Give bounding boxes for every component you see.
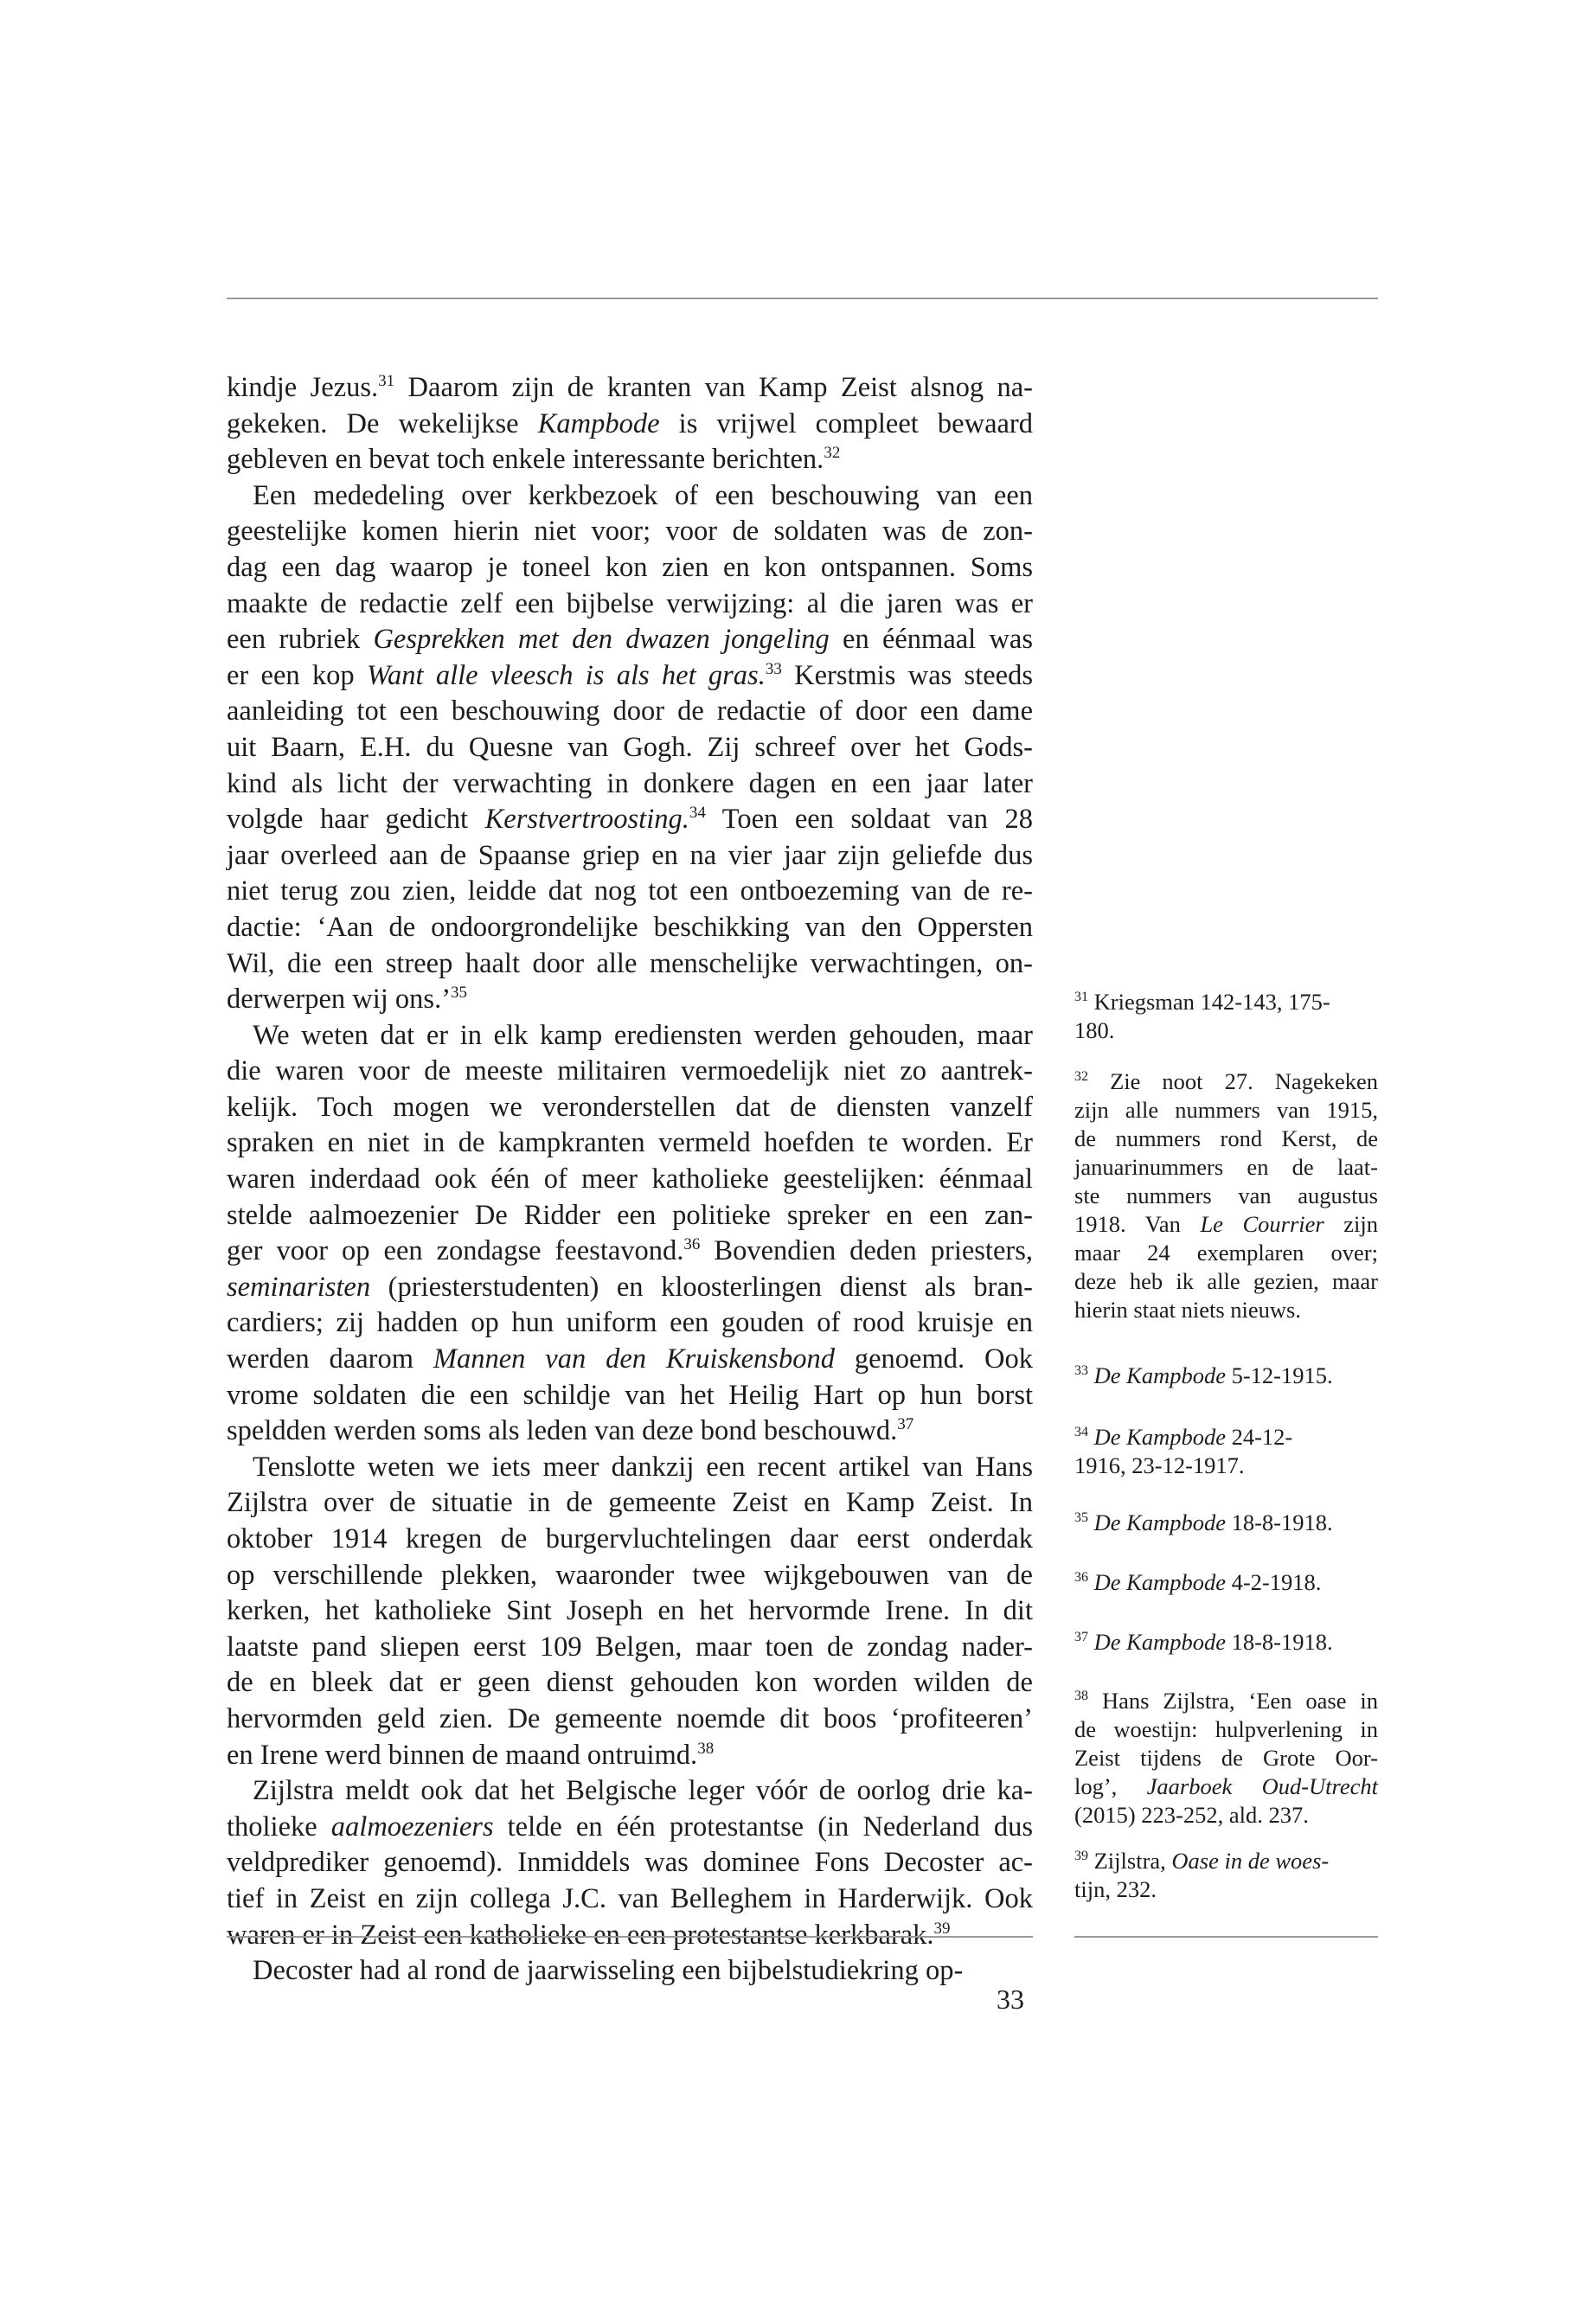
italic-text: Kerstvertroosting. bbox=[484, 804, 689, 836]
text-run: volgde haar gedicht bbox=[227, 804, 485, 836]
text-run: kind als licht der verwachting in donkere dagen en een jaar later bbox=[227, 767, 1033, 799]
footnote-number: 39 bbox=[1074, 1849, 1088, 1863]
text-run: geestelijke komen hierin niet voor; voor de soldaten was de zon- bbox=[227, 516, 1033, 548]
footer-rule-notes bbox=[1074, 1936, 1378, 1938]
italic-text: aalmoezeniers bbox=[330, 1811, 494, 1843]
text-run: kelijk. Toch mogen we veronderstellen dat de diensten vanzelf bbox=[227, 1091, 1033, 1123]
footnote-ref: 36 bbox=[683, 1235, 701, 1254]
text-line bbox=[227, 730, 1033, 766]
text-line bbox=[227, 1413, 1033, 1450]
footnote-line bbox=[1074, 1687, 1378, 1715]
text-run: uit Baarn, E.H. du Quesne van Gogh. Zij schreef over het Gods- bbox=[227, 731, 1033, 763]
text-run: Toen een soldaat van 28 bbox=[705, 804, 1033, 836]
text-run: (priesterstudenten) en kloosterlingen dienst als bran- bbox=[370, 1271, 1033, 1303]
footnote-line bbox=[1074, 1296, 1378, 1324]
text-run: kindje Jezus. bbox=[227, 372, 379, 403]
footnote-ref: 37 bbox=[897, 1415, 914, 1434]
footnote-ref: 38 bbox=[697, 1739, 715, 1758]
text-line bbox=[227, 1522, 1033, 1558]
footnote-line bbox=[1074, 988, 1378, 1016]
footnote-line bbox=[1074, 1744, 1378, 1772]
italic-text: De Kampbode bbox=[1093, 1424, 1226, 1450]
footnote-ref: 31 bbox=[378, 372, 395, 390]
footnote-number: 36 bbox=[1074, 1570, 1088, 1585]
text-run: Wil, die een streep haalt door alle menschelijke verwachtingen, on- bbox=[227, 947, 1033, 979]
footnote-line bbox=[1074, 1452, 1378, 1480]
italic-text: Kampbode bbox=[537, 407, 660, 439]
text-line bbox=[227, 1738, 1033, 1774]
text-run: en Irene werd binnen de maand ontruimd. bbox=[227, 1739, 698, 1771]
text-run: cardiers; zij hadden op hun uniform een gouden of rood kruisje en bbox=[227, 1307, 1033, 1339]
text-run: (2015) 223-252, ald. 237. bbox=[1074, 1802, 1309, 1828]
paragraph bbox=[227, 478, 1033, 1018]
text-run: stelde aalmoezenier De Ridder een politieke spreker en een zan- bbox=[227, 1199, 1033, 1231]
footnote-line bbox=[1074, 1067, 1378, 1096]
footnote-line bbox=[1074, 1182, 1378, 1210]
footnote-number: 31 bbox=[1074, 990, 1088, 1004]
text-line bbox=[227, 1630, 1033, 1666]
text-run: 18-8-1918. bbox=[1225, 1629, 1333, 1655]
italic-text: De Kampbode bbox=[1093, 1509, 1226, 1535]
text-line bbox=[227, 1090, 1033, 1126]
text-line bbox=[227, 766, 1033, 803]
text-run: tijn bbox=[1074, 1876, 1106, 1902]
footnote-number: 33 bbox=[1074, 1363, 1088, 1378]
italic-text: seminaristen bbox=[227, 1271, 371, 1303]
text-line bbox=[227, 1162, 1033, 1198]
text-run: niet terug zou zien, leidde dat nog tot een ontboezeming van de re- bbox=[227, 875, 1033, 907]
text-run: die waren voor de meeste militairen vermoedelijk niet zo aantrek- bbox=[227, 1055, 1033, 1087]
text-line bbox=[227, 1845, 1033, 1881]
main-text-column bbox=[227, 370, 1033, 1990]
text-run: maar 24 exemplaren over; bbox=[1074, 1240, 1378, 1266]
footnote-line bbox=[1074, 1568, 1378, 1597]
text-run: waren inderdaad ook één of meer katholieke geestelijken: éénmaal bbox=[227, 1163, 1033, 1195]
footnote-number: 34 bbox=[1074, 1425, 1088, 1439]
text-line bbox=[227, 1593, 1033, 1630]
text-line bbox=[227, 1881, 1033, 1918]
text-run: Zie noot 27. Nagekeken bbox=[1110, 1068, 1378, 1094]
text-line bbox=[227, 1450, 1033, 1486]
text-run: 24-12- bbox=[1225, 1424, 1293, 1450]
text-run: Zijlstra, bbox=[1093, 1848, 1172, 1874]
footnote-line bbox=[1074, 1239, 1378, 1267]
text-line bbox=[227, 802, 1033, 838]
footnote-line bbox=[1074, 1628, 1378, 1657]
footnote-ref: 32 bbox=[824, 444, 841, 463]
text-run: We weten dat er in elk kamp erediensten werden gehouden, maar bbox=[253, 1019, 1033, 1051]
text-line bbox=[227, 874, 1033, 910]
footnote-line bbox=[1074, 1875, 1378, 1904]
footnote-line bbox=[1074, 1772, 1378, 1801]
footnote-line bbox=[1074, 1847, 1378, 1875]
footnote-line bbox=[1074, 1096, 1378, 1125]
text-run: gekeken. De wekelijkse bbox=[227, 407, 538, 439]
text-line bbox=[227, 1378, 1033, 1414]
text-run: gebleven en bevat toch enkele interessante berichten. bbox=[227, 444, 824, 476]
italic-text: Mannen van den Kruiskensbond bbox=[433, 1343, 835, 1375]
text-line bbox=[227, 1773, 1033, 1810]
text-run: 5-12-1915. bbox=[1225, 1362, 1333, 1388]
text-run: 1918. Van bbox=[1074, 1211, 1201, 1237]
footnote-number: 37 bbox=[1074, 1630, 1088, 1644]
text-line bbox=[227, 1270, 1033, 1306]
footnote-line bbox=[1074, 1509, 1378, 1537]
text-line bbox=[227, 478, 1033, 515]
text-run: telde en één protestantse (in Nederland dus bbox=[493, 1811, 1033, 1843]
text-run: en éénmaal was bbox=[829, 624, 1033, 656]
italic-text: Oase in de woes- bbox=[1171, 1848, 1330, 1874]
text-line bbox=[227, 407, 1033, 443]
text-run: Decoster had al rond de jaarwisseling een bijbelstudiekring op- bbox=[253, 1955, 964, 1987]
footnote bbox=[1074, 988, 1378, 1045]
italic-text: De Kampbode bbox=[1093, 1569, 1226, 1595]
footnote bbox=[1074, 1362, 1378, 1390]
text-line bbox=[227, 1125, 1033, 1162]
text-line bbox=[227, 1054, 1033, 1090]
text-line bbox=[227, 910, 1033, 946]
italic-text: Gesprekken met den dwazen jongeling bbox=[373, 624, 830, 656]
text-line bbox=[227, 1953, 1033, 1990]
text-run: januarinummers en de laat- bbox=[1074, 1154, 1378, 1180]
footnote-line bbox=[1074, 1801, 1378, 1830]
footnote-number: 32 bbox=[1074, 1069, 1088, 1084]
text-run: genoemd. Ook bbox=[834, 1343, 1033, 1375]
text-run: Tenslotte weten we iets meer dankzij een recent artikel van Hans bbox=[253, 1451, 1033, 1483]
paragraph bbox=[227, 1953, 1033, 1990]
text-run: werden daarom bbox=[227, 1343, 433, 1375]
text-run: Zijlstra over de situatie in de gemeente Zeist en Kamp Zeist. In bbox=[227, 1487, 1033, 1519]
paragraph bbox=[227, 1773, 1033, 1953]
italic-text: De Kampbode bbox=[1093, 1362, 1226, 1388]
text-run: maakte de redactie zelf een bijbelse verwijzing: al die jaren was er bbox=[227, 587, 1033, 619]
text-run: een rubriek bbox=[227, 624, 374, 656]
text-run: tholieke bbox=[227, 1811, 331, 1843]
text-run: op verschillende plekken, waaronder twee wijkgebouwen van de bbox=[227, 1559, 1033, 1591]
text-run: kerken, het katholieke Sint Joseph en het hervormde Irene. In dit bbox=[227, 1595, 1033, 1627]
text-run: Een mededeling over kerkbezoek of een beschouwing van een bbox=[253, 479, 1033, 511]
footnote-ref: 35 bbox=[451, 984, 468, 1003]
paragraph bbox=[227, 370, 1033, 478]
text-line bbox=[227, 1018, 1033, 1054]
footnote-ref: 39 bbox=[933, 1919, 951, 1938]
text-run: hervormden geld zien. De gemeente noemde dit boos ‘profiteeren’ bbox=[227, 1702, 1033, 1734]
text-run: zijn bbox=[1324, 1211, 1378, 1237]
footnote bbox=[1074, 1847, 1378, 1904]
text-run: 1916, 23-12-1917. bbox=[1074, 1452, 1245, 1478]
text-line bbox=[227, 658, 1033, 695]
text-line bbox=[227, 370, 1033, 407]
text-run: deze heb ik alle gezien, maar bbox=[1074, 1268, 1378, 1294]
footnote bbox=[1074, 1628, 1378, 1657]
text-line bbox=[227, 1342, 1033, 1378]
text-run: jaar overleed aan de Spaanse griep en na vier jaar zijn geliefde dus bbox=[227, 839, 1033, 871]
text-line bbox=[227, 586, 1033, 623]
text-run: Zeist tijdens de Grote Oor- bbox=[1074, 1745, 1378, 1771]
italic-text: Want alle vleesch is als het gras. bbox=[366, 659, 766, 691]
footnote bbox=[1074, 1509, 1378, 1537]
footnote-line bbox=[1074, 1267, 1378, 1296]
text-run: vrome soldaten die een schildje van het Heilig Hart op hun borst bbox=[227, 1379, 1033, 1411]
text-run: 18-8-1918. bbox=[1225, 1509, 1333, 1535]
text-run: de en bleek dat er geen dienst gehouden kon worden wilden de bbox=[227, 1667, 1033, 1699]
text-run: waren er in Zeist een katholieke en een protestantse kerkbarak. bbox=[227, 1919, 934, 1951]
footnote-number: 35 bbox=[1074, 1510, 1088, 1525]
text-run: log’, bbox=[1074, 1773, 1147, 1799]
text-line bbox=[227, 694, 1033, 730]
text-line bbox=[227, 1702, 1033, 1738]
text-run: ste nummers van augustus bbox=[1074, 1183, 1378, 1208]
footnote-number: 38 bbox=[1074, 1689, 1088, 1703]
text-line bbox=[227, 622, 1033, 658]
text-run: ger voor op een zondagse feestavond. bbox=[227, 1235, 684, 1267]
text-run: , 232. bbox=[1105, 1876, 1157, 1902]
footnote-line bbox=[1074, 1423, 1378, 1452]
footnote bbox=[1074, 1687, 1378, 1830]
text-run: Kriegsman 142-143, 175- bbox=[1093, 989, 1330, 1015]
text-run: de woestijn: hulpverlening in bbox=[1074, 1716, 1378, 1742]
footnote-ref: 33 bbox=[765, 659, 782, 678]
text-run: aanleiding tot een beschouwing door de redactie of door een dame bbox=[227, 695, 1033, 727]
header-rule bbox=[227, 298, 1378, 299]
text-run: speldden werden soms als leden van deze bond beschouwd. bbox=[227, 1415, 898, 1447]
footnote bbox=[1074, 1568, 1378, 1597]
page-number: 33 bbox=[997, 1984, 1024, 2015]
paragraph bbox=[227, 1018, 1033, 1450]
text-line bbox=[227, 1485, 1033, 1522]
text-run: Kerstmis was steeds bbox=[781, 659, 1033, 691]
footnote-line bbox=[1074, 1016, 1378, 1045]
text-run: tief in Zeist en zijn collega J.C. van Belleghem in Harderwijk. Ook bbox=[227, 1882, 1033, 1914]
text-line bbox=[227, 442, 1033, 478]
text-line bbox=[227, 514, 1033, 550]
footnote-line bbox=[1074, 1125, 1378, 1153]
footnote bbox=[1074, 1423, 1378, 1480]
text-run: 180. bbox=[1074, 1017, 1115, 1043]
paragraph bbox=[227, 1450, 1033, 1773]
text-line bbox=[227, 946, 1033, 983]
text-run: Hans Zijlstra, ‘Een oase in bbox=[1101, 1688, 1378, 1714]
text-run: derwerpen wij ons.’ bbox=[227, 984, 452, 1016]
text-line bbox=[227, 982, 1033, 1018]
text-run: is vrijwel compleet bewaard bbox=[659, 407, 1034, 439]
text-run: Zijlstra meldt ook dat het Belgische leger vóór de oorlog drie ka- bbox=[253, 1775, 1033, 1807]
footnote-line bbox=[1074, 1715, 1378, 1744]
text-run: spraken en niet in de kampkranten vermeld hoefden te worden. Er bbox=[227, 1127, 1033, 1159]
text-line bbox=[227, 1234, 1033, 1270]
text-run: oktober 1914 kregen de burgervluchtelingen daar eerst onderdak bbox=[227, 1523, 1033, 1554]
footer-rule-main bbox=[227, 1936, 1033, 1938]
text-run: hierin staat niets nieuws. bbox=[1074, 1297, 1301, 1323]
text-line bbox=[227, 550, 1033, 586]
footnote-line bbox=[1074, 1362, 1378, 1390]
footnote-line bbox=[1074, 1210, 1378, 1239]
text-line bbox=[227, 838, 1033, 875]
text-run: 4-2-1918. bbox=[1225, 1569, 1322, 1595]
text-run: dag een dag waarop je toneel kon zien en kon ontspannen. Soms bbox=[227, 551, 1033, 583]
text-line bbox=[227, 1198, 1033, 1234]
text-line bbox=[227, 1665, 1033, 1702]
text-line bbox=[227, 1558, 1033, 1594]
italic-text: Le Courrier bbox=[1200, 1211, 1324, 1237]
text-line bbox=[227, 1305, 1033, 1342]
italic-text: Jaarboek Oud-Utrecht bbox=[1146, 1773, 1378, 1799]
italic-text: De Kampbode bbox=[1093, 1629, 1226, 1655]
footnote bbox=[1074, 1067, 1378, 1324]
text-run: de nummers rond Kerst, de bbox=[1074, 1125, 1378, 1151]
text-run: dactie: ‘Aan de ondoorgrondelijke beschikking van den Oppersten bbox=[227, 911, 1033, 943]
text-line bbox=[227, 1810, 1033, 1846]
footnote-line bbox=[1074, 1153, 1378, 1182]
text-run: er een kop bbox=[227, 659, 367, 691]
text-run: veldprediker genoemd). Inmiddels was dominee Fons Decoster ac- bbox=[227, 1847, 1033, 1879]
text-run: zijn alle nummers van 1915, bbox=[1074, 1097, 1378, 1123]
text-run: Bovendien deden priesters, bbox=[700, 1235, 1033, 1267]
footnote-ref: 34 bbox=[689, 804, 706, 823]
text-run: laatste pand sliepen eerst 109 Belgen, maar toen de zondag nader- bbox=[227, 1631, 1033, 1663]
text-run: Daarom zijn de kranten van Kamp Zeist alsnog na- bbox=[394, 372, 1033, 403]
